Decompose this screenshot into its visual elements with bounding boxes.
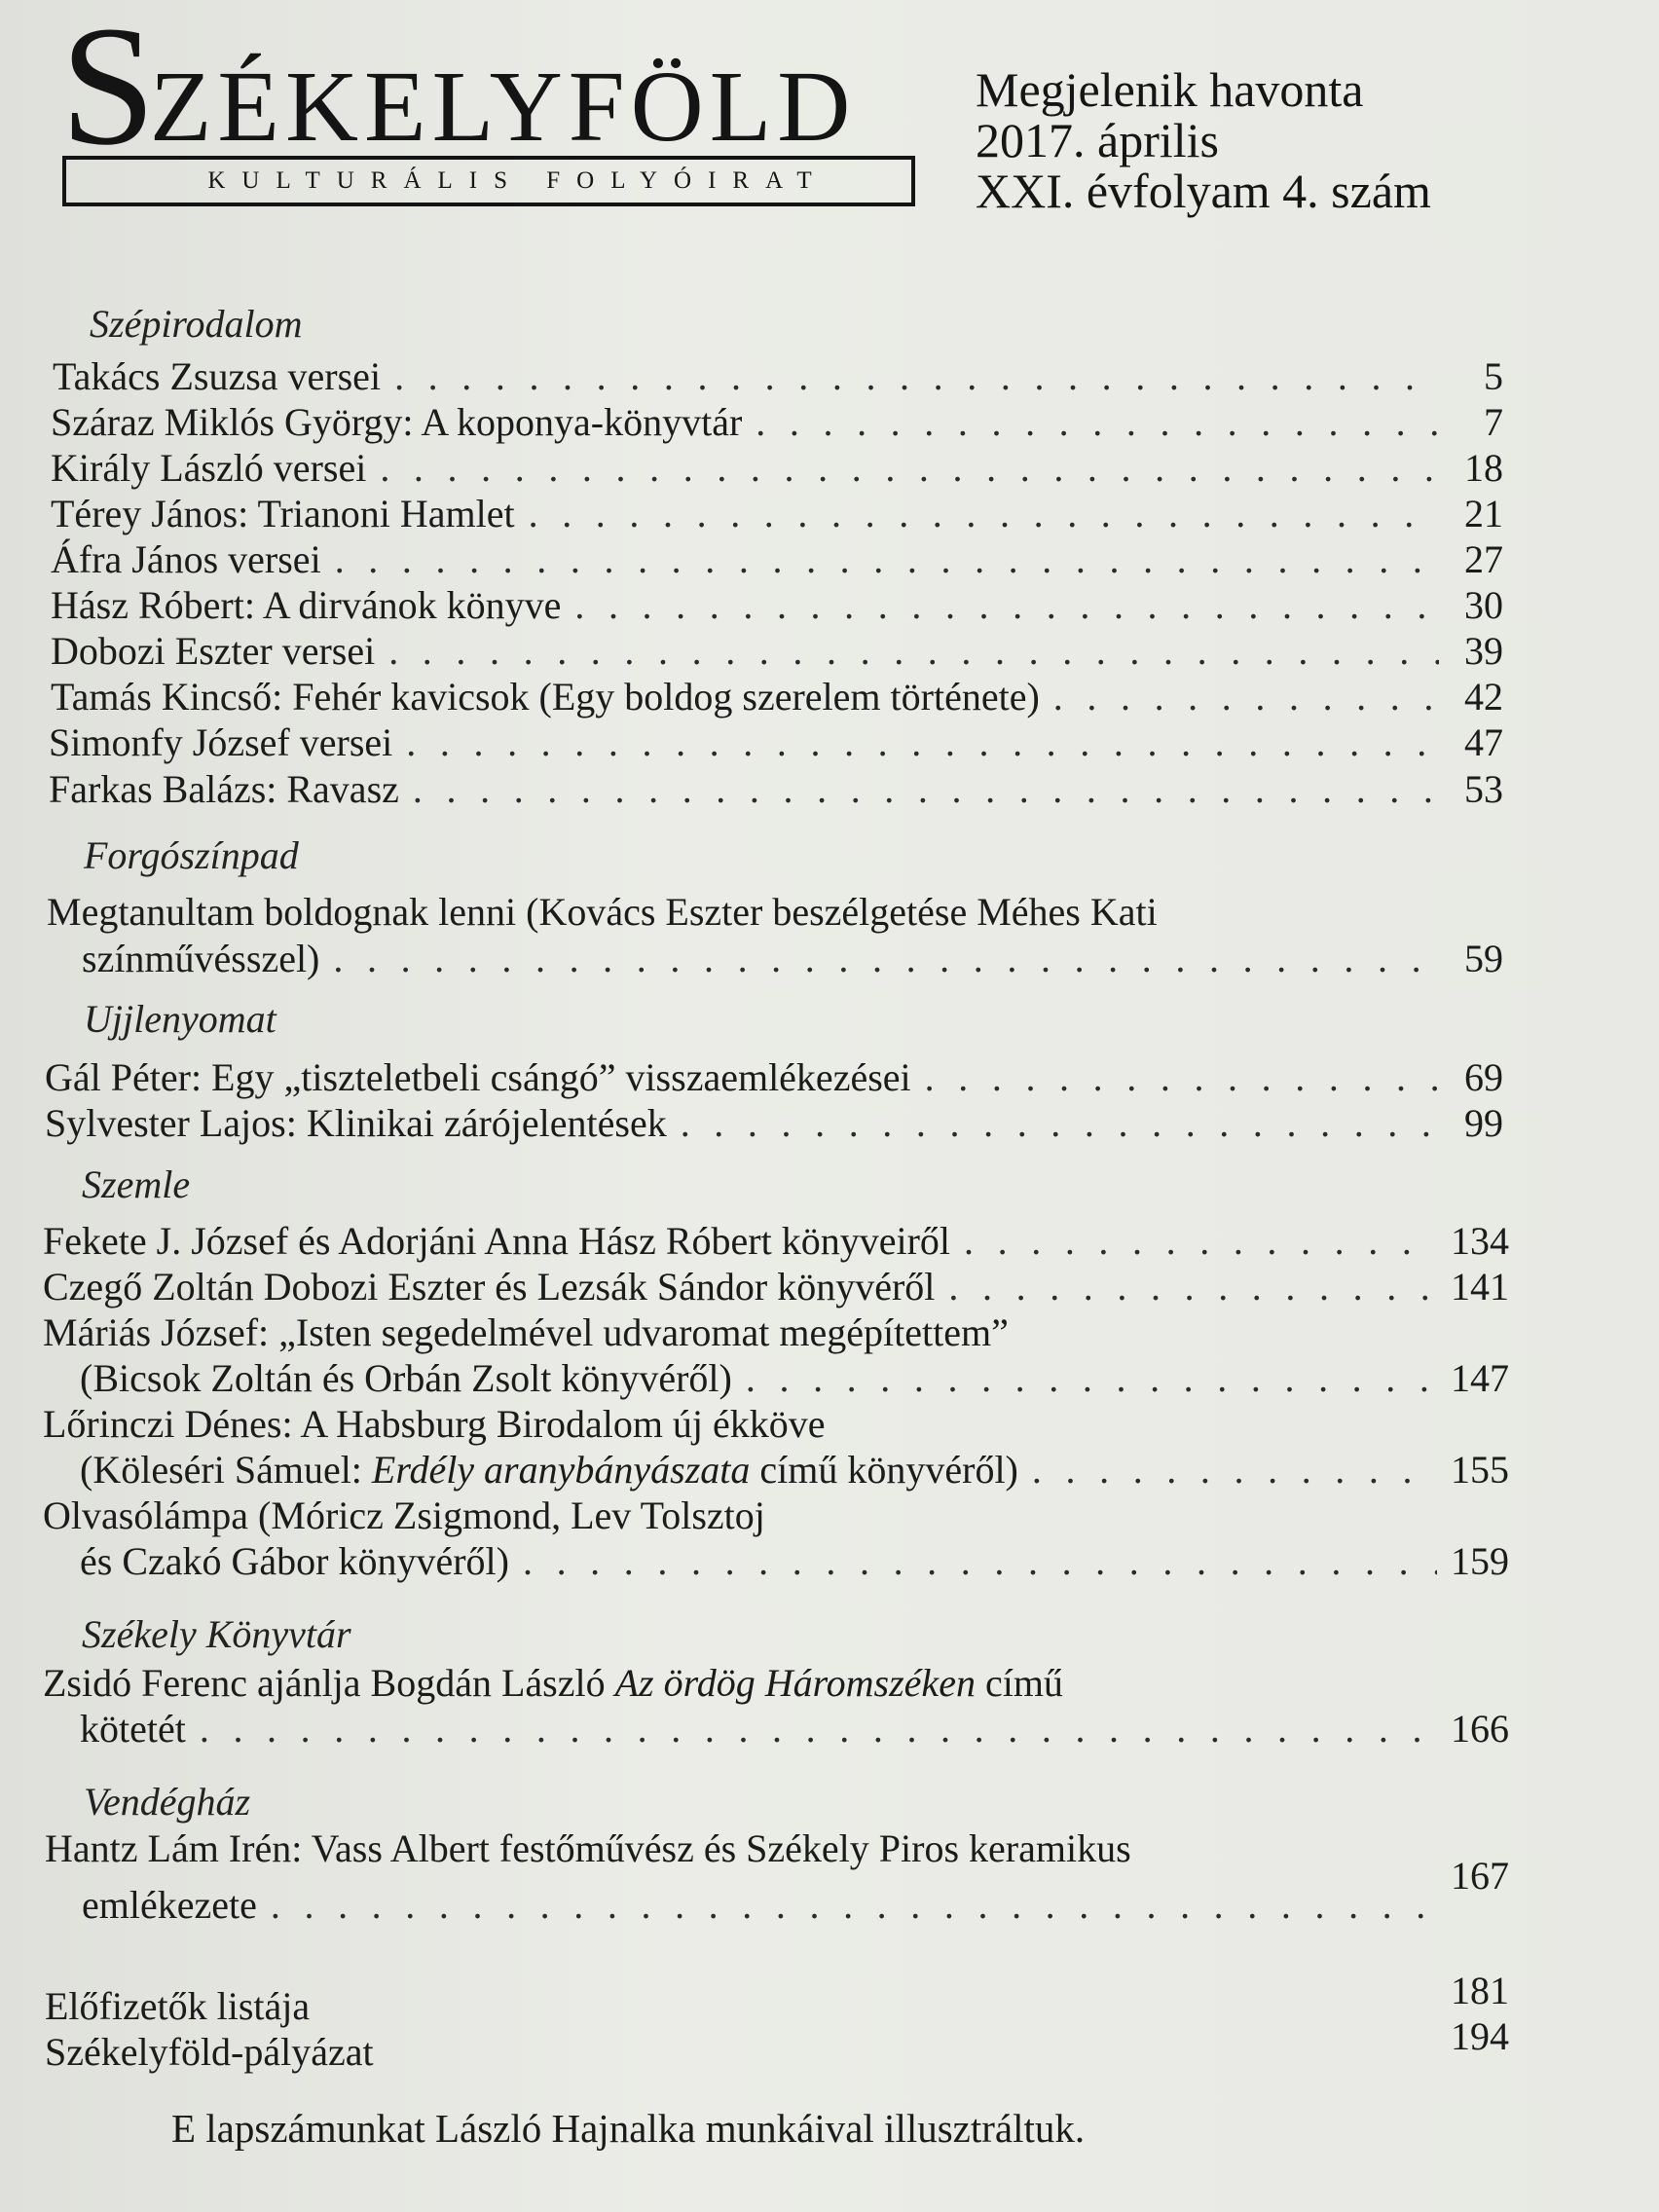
toc-entry (80, 1707, 1509, 1751)
section-heading: Szemle (82, 1162, 191, 1206)
entry-page: 166 (1451, 1707, 1509, 1751)
entry-page: 99 (1464, 1101, 1503, 1145)
toc-entry (51, 400, 1503, 445)
toc-entry (82, 1854, 1509, 1928)
leader-dots (574, 583, 1439, 628)
toc-entry (51, 629, 1503, 674)
toc-entry (45, 1101, 1503, 1146)
entry-page: 47 (1464, 720, 1503, 764)
entry-title: Áfra János versei (51, 537, 321, 581)
entry-page: 30 (1464, 583, 1503, 627)
section-heading: Vendégház (84, 1780, 251, 1824)
leader-dots (529, 492, 1439, 536)
leader-dots (271, 1883, 1437, 1928)
book-title: Az ördög Háromszéken (614, 1661, 976, 1705)
entry-page: 147 (1451, 1356, 1509, 1400)
entry-title: Czegő Zoltán Dobozi Eszter és Lezsák Sándor könyvéről (43, 1265, 936, 1309)
entry-title: Takács Zsuzsa versei (53, 354, 382, 398)
entry-title: Farkas Balázs: Ravasz (49, 767, 399, 811)
entry-line: Olvasólámpa (Móricz Zsigmond, Lev Tolsztoj (43, 1493, 765, 1537)
issue-info (976, 64, 1431, 216)
leader-dots (380, 446, 1439, 491)
entry-title: és Czakó Gábor könyvéről) (80, 1539, 509, 1583)
toc-entry (43, 1265, 1509, 1309)
toc-entry (45, 1969, 1509, 2029)
entry-page: 134 (1451, 1219, 1509, 1263)
entry-page: 53 (1464, 767, 1503, 811)
entry-line (43, 1661, 1063, 1706)
entry-page: 59 (1464, 937, 1503, 980)
leader-dots (523, 1539, 1437, 1584)
entry-page: 194 (1451, 2014, 1509, 2058)
entry-line: Megtanultam boldognak lenni (Kovács Eszter beszélgetése Méhes Kati (47, 890, 1158, 934)
leader-dots (756, 400, 1439, 445)
entry-title: Gál Péter: Egy „tiszteletbeli csángó” visszaemlékezései (45, 1055, 911, 1099)
entry-line: Máriás József: „Isten segedelmével udvaromat megépítettem” (43, 1310, 1009, 1354)
toc-entry (51, 583, 1503, 628)
entry-page: 5 (1484, 354, 1503, 398)
toc-entry (51, 537, 1503, 582)
entry-title: Székelyföld-pályázat (45, 2030, 374, 2074)
leader-dots (333, 937, 1439, 981)
entry-page: 7 (1484, 400, 1503, 444)
leader-dots (388, 629, 1439, 674)
masthead (60, 0, 923, 210)
section-heading: Ujjlenyomat (84, 997, 276, 1041)
toc-entry (49, 767, 1503, 812)
leader-dots (964, 1219, 1437, 1264)
journal-subtitle: KULTURÁLIS FOLYÓIRAT (207, 167, 829, 194)
leader-dots (681, 1101, 1439, 1146)
toc-entry (51, 492, 1503, 536)
entry-line: Hantz Lám Irén: Vass Albert festőművész és Székely Piros keramikus (45, 1826, 1131, 1870)
toc-entry (45, 1055, 1503, 1100)
entry-page: 39 (1464, 629, 1503, 673)
entry-title: Tamás Kincső: Fehér kavicsok (Egy boldog szerelem története) (51, 675, 1040, 719)
leader-dots (200, 1707, 1437, 1751)
leader-dots (1053, 675, 1439, 719)
entry-title: Sylvester Lajos: Klinikai zárójelentések (45, 1101, 667, 1145)
leader-dots (1032, 1448, 1437, 1493)
entry-page: 21 (1464, 492, 1503, 535)
entry-title: Hász Róbert: A dirvánok könyve (51, 583, 562, 627)
toc-entry (80, 1356, 1509, 1401)
entry-line-part: című (975, 1661, 1063, 1705)
entry-title (80, 1448, 1018, 1493)
toc-entry (51, 446, 1503, 491)
title-initial: S (60, 0, 156, 181)
entry-title: Dobozi Eszter versei (51, 629, 376, 673)
entry-title: Király László versei (51, 446, 367, 490)
entry-page: 42 (1464, 675, 1503, 719)
toc-entry (45, 2014, 1509, 2075)
leader-dots (948, 1265, 1437, 1309)
leader-dots (335, 537, 1439, 582)
entry-title-part: című könyvéről) (750, 1448, 1018, 1492)
entry-page: 18 (1464, 446, 1503, 490)
entry-page: 69 (1464, 1055, 1503, 1099)
toc-entry (43, 1219, 1509, 1264)
entry-line-part: Zsidó Ferenc ajánlja Bogdán László (43, 1661, 615, 1705)
entry-title: Száraz Miklós György: A koponya-könyvtár (51, 400, 743, 444)
toc-entry (53, 354, 1503, 399)
entry-title: emlékezete (82, 1883, 257, 1927)
book-title: Erdély aranybányászata (371, 1448, 751, 1492)
toc-entry (49, 720, 1503, 765)
entry-page: 27 (1464, 537, 1503, 581)
leader-dots (413, 767, 1439, 812)
entry-title: színművésszel) (82, 937, 320, 980)
title-rest: ZÉKELYFÖLD (149, 51, 857, 163)
entry-title: Előfizetők listája (45, 1984, 311, 2028)
toc-entry (82, 937, 1503, 981)
leader-dots (746, 1356, 1437, 1401)
entry-page: 167 (1451, 1854, 1509, 1898)
entry-title: Simonfy József versei (49, 720, 393, 764)
entry-page: 155 (1451, 1448, 1509, 1492)
subtitle-box (62, 156, 915, 206)
toc-entry (51, 675, 1503, 719)
issue-frequency: Megjelenik havonta (976, 62, 1364, 117)
leader-dots (925, 1055, 1439, 1100)
entry-title: Fekete J. József és Adorjáni Anna Hász Róbert könyveiről (43, 1219, 951, 1263)
section-heading: Forgószínpad (84, 833, 299, 877)
entry-page: 159 (1451, 1539, 1509, 1583)
issue-volume: XXI. évfolyam 4. szám (976, 164, 1431, 218)
section-heading: Szépirodalom (90, 302, 303, 346)
section-heading: Székely Könyvtár (82, 1612, 351, 1656)
entry-line: Lőrinczi Dénes: A Habsburg Birodalom új ékköve (43, 1402, 826, 1446)
entry-page: 181 (1451, 1969, 1509, 2012)
entry-title: kötetét (80, 1707, 186, 1751)
entry-title-part: (Köleséri Sámuel: (80, 1448, 372, 1492)
illustration-note: E lapszámunkat László Hajnalka munkáival illusztráltuk. (171, 2106, 1086, 2151)
entry-title: (Bicsok Zoltán és Orbán Zsolt könyvéről) (80, 1356, 732, 1400)
toc-entry (80, 1448, 1509, 1493)
issue-date: 2017. április (976, 113, 1219, 167)
toc-entry (80, 1539, 1509, 1584)
leader-dots (406, 720, 1439, 765)
leader-dots (394, 354, 1439, 399)
entry-title: Térey János: Trianoni Hamlet (51, 492, 515, 535)
entry-page: 141 (1451, 1265, 1509, 1309)
